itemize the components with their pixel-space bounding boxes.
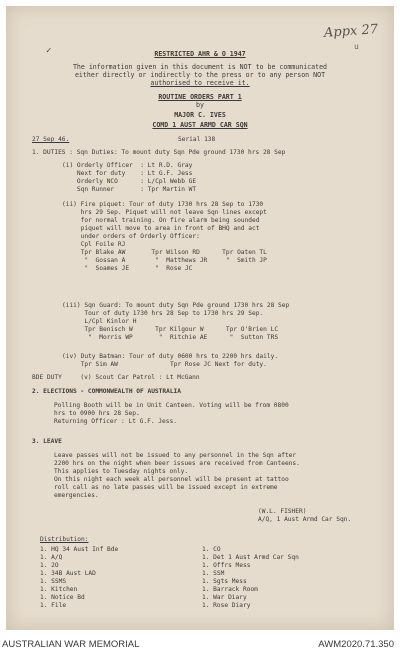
leave-line: On this night each week all personnel will be present at tattoo bbox=[54, 476, 289, 483]
archive-footer bbox=[0, 636, 400, 653]
distribution-right-item: 1. Offrs Mess bbox=[202, 562, 251, 569]
unit-name: COMD 1 AUST ARMD CAR SQN bbox=[152, 121, 248, 129]
notice-line-2: either directly or indirectly to the press or to any person NOT bbox=[74, 71, 326, 79]
notice-line-1: The information given in this document is NOT to be communicated bbox=[72, 63, 328, 71]
notice-line-3: authorised to receive it. bbox=[150, 79, 250, 87]
elections-line: Returning Officer : Lt G.F. Jess. bbox=[54, 418, 177, 425]
pencil-mark-icon: ✓ bbox=[46, 46, 52, 56]
orders-by: by bbox=[196, 101, 204, 109]
distribution-left-item: 1. Notice Bd bbox=[40, 594, 85, 601]
fire-piquet-line: Cpl Foile RJ bbox=[62, 241, 126, 248]
handwritten-mark: u bbox=[354, 42, 359, 51]
elections-heading: 2. ELECTIONS - COMMONWEALTH OF AUSTRALIA bbox=[32, 388, 182, 395]
distribution-right-item: 1. SSM bbox=[202, 570, 225, 577]
fire-piquet-line: " Soames JE " Rose JC bbox=[62, 265, 193, 272]
fire-piquet-line: piquet will move to area in front of BHQ and act bbox=[62, 225, 260, 232]
leave-line: emergencies. bbox=[54, 492, 99, 499]
distribution-heading: Distribution: bbox=[40, 536, 89, 543]
elections-line: hrs to 0900 hrs 28 Sep. bbox=[54, 410, 140, 417]
distribution-left-item: 1. HQ 34 Aust Inf Bde bbox=[40, 546, 119, 553]
distribution-left-item: 1. A/Q bbox=[40, 554, 63, 561]
fire-piquet-line: (ii) Fire piquet: Tour of duty 1730 hrs 28 Sep to 1730 bbox=[62, 201, 264, 208]
fire-piquet-line: under orders of Orderly Officer: bbox=[62, 233, 200, 240]
fire-piquet-line: " Gossan A " Matthews JR " Smith JP bbox=[62, 257, 267, 264]
duty-batman-line: Tpr Sim AW Tpr Rose JC Next for duty. bbox=[62, 361, 267, 368]
signature-block bbox=[258, 508, 351, 524]
archive-name: AUSTRALIAN WAR MEMORIAL bbox=[2, 639, 140, 650]
serial-number: Serial 138 bbox=[178, 136, 216, 143]
order-date: 27 Sep 46. bbox=[32, 136, 70, 143]
orderly-duty-line: (i) Orderly Officer : Lt R.D. Gray bbox=[62, 162, 193, 169]
signature-title: A/Q, 1 Aust Armd Car Sqn. bbox=[258, 516, 352, 523]
sqn-guard-line: " Morris WP " Ritchie AE " Sutton TRS bbox=[62, 334, 279, 341]
duty-batman-line: (iv) Duty Batman: Tour of duty 0600 hrs to 2200 hrs daily. bbox=[62, 353, 279, 360]
orderly-duty-line: Sqn Runner : Tpr Martin WT bbox=[62, 186, 197, 193]
sqn-guard-line: Tpr Benisch W Tpr Kilgour W Tpr O'Brien LC bbox=[62, 326, 279, 333]
handwritten-reference: Appx 27 bbox=[323, 22, 379, 41]
bde-duty-line: BDE DUTY (v) Scout Car Patrol : Lt McGann bbox=[32, 374, 200, 381]
distribution-right-item: 1. CO bbox=[202, 546, 221, 553]
sqn-guard-line: (iii) Sqn Guard: To mount duty Sqn Pde ground 1730 hrs 28 Sep bbox=[62, 302, 290, 309]
sqn-guard-line: L/Cpl Kinlor H bbox=[62, 318, 137, 325]
distribution-left-item: 1. 34B Aust LAD bbox=[40, 570, 96, 577]
duties-heading: 1. DUTIES : Sqn Duties: To mount duty Sqn Pde ground 1730 hrs 28 Sep bbox=[32, 149, 286, 156]
distribution-right-item: 1. Barrack Room bbox=[202, 586, 258, 593]
fire-piquet-line: Tpr Blake AW Tpr Wilson RD Tpr Oaten TL bbox=[62, 249, 267, 256]
leave-heading: 3. LEAVE bbox=[32, 438, 62, 445]
sqn-guard-line: Tour of duty 1730 hrs 28 Sep to 1730 hrs 29 Sep. bbox=[62, 310, 264, 317]
orders-title: ROUTINE ORDERS PART 1 bbox=[158, 93, 242, 101]
document-page bbox=[6, 6, 394, 630]
distribution-left-item: 1. File bbox=[40, 602, 67, 609]
leave-line: roll call as no late passes will be issued except in extreme bbox=[54, 484, 278, 491]
distribution-left-item: 1. 2O bbox=[40, 562, 59, 569]
distribution-right-item: 1. Rose Diary bbox=[202, 602, 251, 609]
leave-line: 2200 hrs on the night when beer issues are received from Canteens. bbox=[54, 460, 300, 467]
elections-line: Polling Booth will be in Unit Canteen. Voting will be from 0800 bbox=[54, 402, 289, 409]
leave-line: Leave passes will not be issued to any personnel in the Sqn after bbox=[54, 452, 297, 459]
signature-name: (W.L. FISHER) bbox=[258, 508, 307, 515]
leave-line: This applies to Tuesday nights only. bbox=[54, 468, 189, 475]
orderly-duty-line: Orderly NCO : L/Cpl Webb GE bbox=[62, 178, 197, 185]
orderly-duty-line: Next for duty : Lt G.F. Jess bbox=[62, 170, 193, 177]
classification-header: RESTRICTED AHR & O 1947 bbox=[154, 50, 246, 58]
distribution-right-item: 1. War Diary bbox=[202, 594, 247, 601]
fire-piquet-line: hrs 29 Sep. Piquet will not leave Sqn lines except bbox=[62, 209, 267, 216]
distribution-right-item: 1. Sgts Mess bbox=[202, 578, 247, 585]
distribution-left-item: 1. Kitchen bbox=[40, 586, 78, 593]
commanding-officer: MAJOR C. IVES bbox=[174, 111, 226, 119]
fire-piquet-line: for normal training. On fire alarm being sounded bbox=[62, 217, 260, 224]
archive-reference: AWM2020.71.350 bbox=[318, 639, 394, 650]
distribution-left-item: 1. SSMS bbox=[40, 578, 67, 585]
distribution-right-item: 1. Det 1 Aust Armd Car Sqn bbox=[202, 554, 299, 561]
